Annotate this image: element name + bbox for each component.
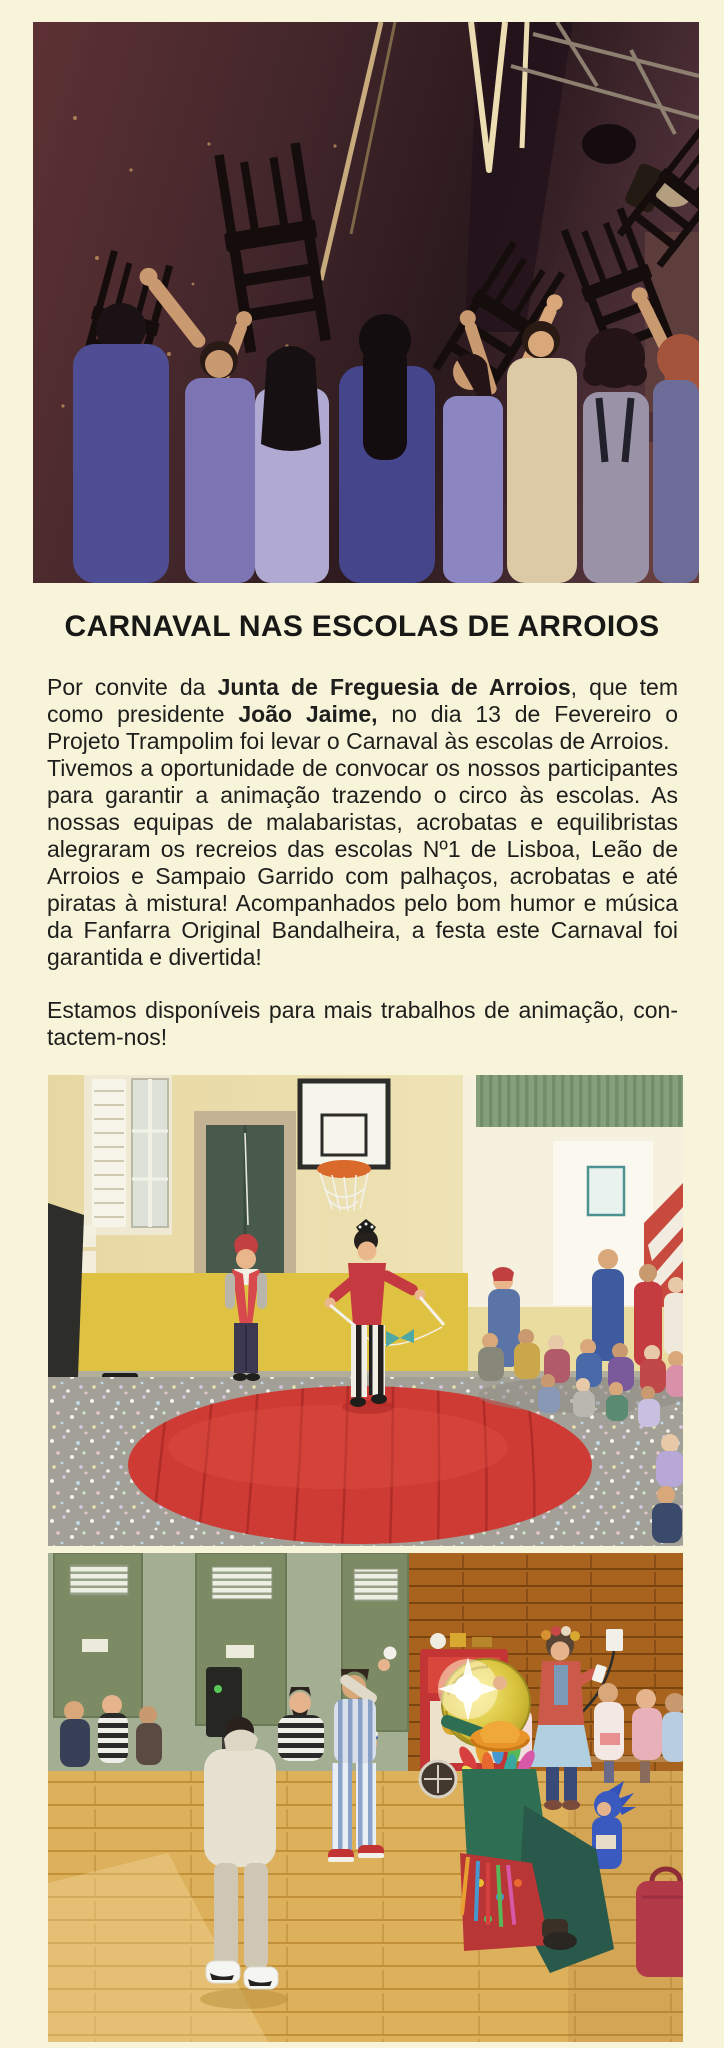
paragraph-text: , que tem como presidente xyxy=(47,674,679,727)
schoolyard-photo-illustration xyxy=(48,1075,683,1546)
paragraph-text: Tivemos a oportunidade de convocar os nossos participantes para garantir a animação trazendo o circo às escolas. As nossas equipas de malabaristas, acrobatas e equilibristas alegraram os recreios das escolas Nº1 de Lisboa, Leão de Arroios e Sampaio Garrido com palhaços, acrobatas e até piratas à mistura! Acompanhados pelo bom humor e música da Fanfarra Original Bandalheira, a festa este Carnaval foi garantida e divertida! xyxy=(47,755,678,970)
gym-photo-illustration xyxy=(48,1553,683,2042)
paragraph-text: no dia 13 de Fevereiro o Projeto Trampolim foi levar o Carnaval às escolas de Arroios. xyxy=(47,701,678,754)
photo-schoolyard-diabolo xyxy=(48,1075,683,1546)
stage-photo-illustration xyxy=(33,22,699,583)
article-body xyxy=(47,674,678,1051)
article-paragraph-2: Estamos disponíveis para mais trabalhos de animação, contactem-nos! xyxy=(47,997,678,1050)
bold-entity-junta: Junta de Freguesia de Arroios xyxy=(217,674,571,700)
bold-entity-president: João Jaime, xyxy=(238,701,378,727)
paragraph-text: Por convite da xyxy=(47,674,218,700)
photo-stage-chairs xyxy=(33,22,699,583)
photo-gym-show xyxy=(48,1553,683,2042)
red-suitcase xyxy=(636,1869,683,1977)
article-title: CARNAVAL NAS ESCOLAS DE ARROIOS xyxy=(64,610,660,643)
article-paragraph-1 xyxy=(47,674,678,971)
